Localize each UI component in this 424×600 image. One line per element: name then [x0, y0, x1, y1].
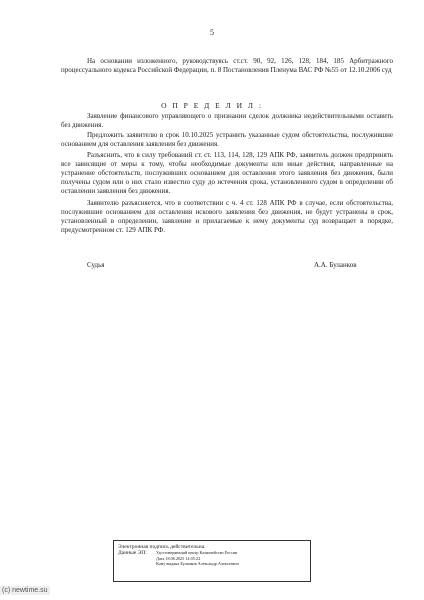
- stamp-label: Данные ЭП:: [118, 550, 147, 556]
- electronic-signature-stamp: [113, 540, 311, 582]
- ruling-paragraph-2: Предложить заявителю в срок 10.10.2025 устранить указанные судом обстоятельства, послужившие основанием для оставления заявления без движения.: [61, 131, 393, 148]
- stamp-holder: Кому выдана Буланков Александр Алексеевич: [156, 561, 239, 566]
- ruling-paragraph-1: Заявление финансового управляющего о признании сделок должника недействительными оставить без движения.: [61, 112, 393, 129]
- stamp-details: [156, 550, 239, 567]
- ruling-paragraph-3: Разъяснить, что в силу требований ст. ст. 113, 114, 128, 129 АПК РФ, заявитель должен предпринять все зависящие от меры к тому, чтобы необходимые документы или иные действия, направленные на устранение обстоятельств, послуживших основанием для оставления этого заявления без движения, были получены судом или о них стало известно суду до истечения срока, установленного судом в определении об оставлении заявления без движения.: [61, 151, 393, 195]
- judge-name: А.А. Буланков: [314, 261, 357, 269]
- watermark-link[interactable]: (c) newtime.su: [2, 587, 48, 594]
- stamp-title: Электронная подпись действительна.: [118, 544, 206, 550]
- intro-paragraph: На основании изложенного, руководствуясь ст.ст. 90, 92, 126, 128, 184, 185 Арбитражного процессуального кодекса Российской Федерации, п. 8 Постановления Пленума ВАС РФ №55 от 12.10.2006 суд: [61, 57, 393, 74]
- stamp-date: Дата 18.06.2025 14:05:22: [156, 555, 201, 561]
- ruling-paragraph-4: Заявителю разъясняется, что в соответствии с ч. 4 ст. 128 АПК РФ в случае, если обстоятельства, послужившие основанием для оставления искового заявления без движения, не будут устранены в срок, установленный в определении, заявление и прилагаемые к нему документы суд возвращает в порядке, предусмотренном ст. 129 АПК РФ.: [61, 199, 393, 234]
- ruling-heading: О П Р Е Д Е Л И Л :: [161, 101, 263, 110]
- judge-role: Судья: [87, 261, 105, 269]
- page-number: 5: [210, 28, 214, 37]
- stamp-issuer: Удостоверяющий центр Казначейство России: [156, 550, 238, 555]
- stamp-details-row: [118, 550, 306, 567]
